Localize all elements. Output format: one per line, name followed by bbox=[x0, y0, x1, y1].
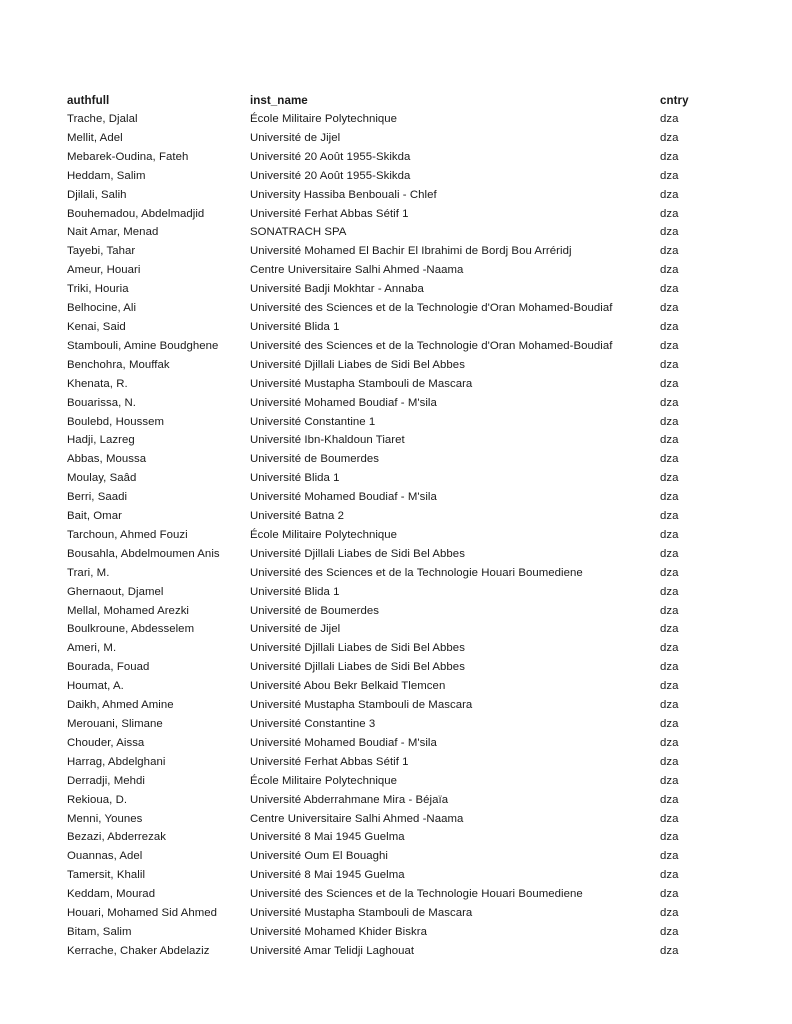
cell-cntry: dza bbox=[660, 680, 679, 693]
cell-authfull: Stambouli, Amine Boudghene bbox=[67, 339, 219, 352]
cell-inst-name: École Militaire Polytechnique bbox=[250, 774, 398, 787]
cell-cntry: dza bbox=[660, 339, 679, 352]
cell-authfull: Boulebd, Houssem bbox=[67, 415, 165, 428]
cell-authfull: Daikh, Ahmed Amine bbox=[67, 699, 174, 712]
table-row bbox=[67, 186, 710, 205]
cell-cntry: dza bbox=[660, 415, 679, 428]
cell-inst-name: Université 20 Août 1955-Skikda bbox=[250, 169, 411, 182]
table-row bbox=[67, 507, 710, 526]
cell-inst-name: Université Mustapha Stambouli de Mascara bbox=[250, 699, 473, 712]
cell-inst-name: Université Constantine 1 bbox=[250, 415, 376, 428]
cell-inst-name: Université Mohamed El Bachir El Ibrahimi de Bordj Bou Arréridj bbox=[250, 245, 572, 258]
cell-authfull: Mebarek-Oudina, Fateh bbox=[67, 150, 189, 163]
cell-authfull: Bait, Omar bbox=[67, 510, 122, 523]
cell-inst-name: Centre Universitaire Salhi Ahmed -Naama bbox=[250, 812, 464, 825]
cell-cntry: dza bbox=[660, 831, 679, 844]
table-row bbox=[67, 904, 710, 923]
cell-cntry: dza bbox=[660, 245, 679, 258]
cell-inst-name: Université Mohamed Khider Biskra bbox=[250, 925, 427, 938]
cell-authfull: Triki, Houria bbox=[67, 283, 129, 296]
cell-authfull: Ghernaout, Djamel bbox=[67, 585, 164, 598]
table-row bbox=[67, 828, 710, 847]
author-institution-table bbox=[67, 92, 710, 961]
cell-authfull: Trari, M. bbox=[67, 566, 110, 579]
cell-cntry: dza bbox=[660, 472, 679, 485]
table-row bbox=[67, 526, 710, 545]
table-row bbox=[67, 129, 710, 148]
cell-authfull: Kenai, Said bbox=[67, 320, 126, 333]
table-row bbox=[67, 488, 710, 507]
cell-cntry: dza bbox=[660, 944, 679, 957]
table-row bbox=[67, 375, 710, 394]
cell-cntry: dza bbox=[660, 661, 679, 674]
cell-cntry: dza bbox=[660, 585, 679, 598]
table-header-row bbox=[67, 92, 710, 110]
table-row bbox=[67, 261, 710, 280]
table-row bbox=[67, 677, 710, 696]
header-cntry: cntry bbox=[660, 94, 689, 107]
cell-cntry: dza bbox=[660, 736, 679, 749]
cell-cntry: dza bbox=[660, 793, 679, 806]
cell-cntry: dza bbox=[660, 283, 679, 296]
cell-inst-name: École Militaire Polytechnique bbox=[250, 113, 398, 125]
cell-authfull: Belhocine, Ali bbox=[67, 302, 137, 315]
cell-inst-name: Université Djillali Liabes de Sidi Bel Abbes bbox=[250, 547, 465, 560]
cell-cntry: dza bbox=[660, 642, 679, 655]
cell-inst-name: Université Djillali Liabes de Sidi Bel Abbes bbox=[250, 358, 465, 371]
cell-cntry: dza bbox=[660, 131, 679, 144]
table-row bbox=[67, 337, 710, 356]
table-row bbox=[67, 148, 710, 167]
cell-cntry: dza bbox=[660, 566, 679, 579]
table-row bbox=[67, 620, 710, 639]
cell-authfull: Bitam, Salim bbox=[67, 925, 132, 938]
cell-authfull: Bousahla, Abdelmoumen Anis bbox=[67, 547, 220, 560]
cell-cntry: dza bbox=[660, 358, 679, 371]
table-row bbox=[67, 564, 710, 583]
cell-authfull: Mellal, Mohamed Arezki bbox=[67, 604, 190, 617]
table-row bbox=[67, 658, 710, 677]
cell-cntry: dza bbox=[660, 718, 679, 730]
cell-inst-name: Université 20 Août 1955-Skikda bbox=[250, 150, 411, 163]
cell-cntry: dza bbox=[660, 207, 679, 220]
cell-inst-name: Université de Jijel bbox=[250, 131, 341, 144]
cell-cntry: dza bbox=[660, 869, 679, 882]
table-row bbox=[67, 847, 710, 866]
cell-authfull: Ouannas, Adel bbox=[67, 850, 143, 863]
table-row bbox=[67, 167, 710, 186]
cell-authfull: Berri, Saadi bbox=[67, 491, 128, 504]
cell-cntry: dza bbox=[660, 150, 679, 163]
table-row bbox=[67, 450, 710, 469]
table-row bbox=[67, 753, 710, 772]
cell-inst-name: University Hassiba Benbouali - Chlef bbox=[250, 188, 437, 201]
cell-authfull: Ameur, Houari bbox=[67, 264, 141, 277]
table-row bbox=[67, 866, 710, 885]
cell-authfull: Ameri, M. bbox=[67, 642, 117, 655]
table-row bbox=[67, 356, 710, 375]
table-row bbox=[67, 223, 710, 242]
cell-cntry: dza bbox=[660, 774, 679, 787]
cell-inst-name: Université Mohamed Boudiaf - M'sila bbox=[250, 736, 437, 749]
cell-inst-name: Université Mohamed Boudiaf - M'sila bbox=[250, 396, 437, 409]
cell-inst-name: SONATRACH SPA bbox=[250, 226, 347, 239]
cell-inst-name: Université Batna 2 bbox=[250, 510, 344, 523]
cell-authfull: Khenata, R. bbox=[67, 377, 128, 390]
cell-cntry: dza bbox=[660, 434, 679, 447]
cell-inst-name: Université Oum El Bouaghi bbox=[250, 850, 388, 863]
table-row bbox=[67, 413, 710, 432]
cell-authfull: Bouarissa, N. bbox=[67, 396, 137, 409]
cell-cntry: dza bbox=[660, 226, 679, 239]
cell-inst-name: Université des Sciences et de la Technologie d'Oran Mohamed-Boudiaf bbox=[250, 339, 613, 352]
cell-cntry: dza bbox=[660, 528, 679, 541]
cell-authfull: Nait Amar, Menad bbox=[67, 226, 159, 239]
cell-cntry: dza bbox=[660, 491, 679, 504]
table-row bbox=[67, 791, 710, 810]
cell-inst-name: Université de Boumerdes bbox=[250, 453, 380, 466]
cell-authfull: Derradji, Mehdi bbox=[67, 774, 145, 787]
table-row bbox=[67, 469, 710, 488]
cell-authfull: Bouhemadou, Abdelmadjid bbox=[67, 207, 205, 220]
table-row bbox=[67, 715, 710, 734]
cell-inst-name: Université Blida 1 bbox=[250, 320, 340, 333]
cell-authfull: Boulkroune, Abdesselem bbox=[67, 623, 195, 636]
cell-inst-name: Université de Boumerdes bbox=[250, 604, 380, 617]
cell-inst-name: Université Ferhat Abbas Sétif 1 bbox=[250, 755, 409, 768]
cell-cntry: dza bbox=[660, 888, 679, 901]
cell-cntry: dza bbox=[660, 850, 679, 863]
cell-cntry: dza bbox=[660, 302, 679, 315]
cell-inst-name: Université 8 Mai 1945 Guelma bbox=[250, 831, 405, 844]
cell-authfull: Heddam, Salim bbox=[67, 169, 146, 182]
cell-cntry: dza bbox=[660, 925, 679, 938]
cell-authfull: Keddam, Mourad bbox=[67, 888, 156, 901]
cell-authfull: Mellit, Adel bbox=[67, 131, 123, 144]
cell-inst-name: Université Amar Telidji Laghouat bbox=[250, 944, 415, 957]
table-row bbox=[67, 545, 710, 564]
cell-cntry: dza bbox=[660, 453, 679, 466]
cell-cntry: dza bbox=[660, 907, 679, 920]
cell-inst-name: Université Mustapha Stambouli de Mascara bbox=[250, 907, 473, 920]
cell-authfull: Menni, Younes bbox=[67, 812, 143, 825]
cell-cntry: dza bbox=[660, 510, 679, 523]
cell-inst-name: Université Djillali Liabes de Sidi Bel Abbes bbox=[250, 642, 465, 655]
cell-cntry: dza bbox=[660, 113, 679, 125]
cell-authfull: Houari, Mohamed Sid Ahmed bbox=[67, 907, 218, 920]
cell-cntry: dza bbox=[660, 699, 679, 712]
table-row bbox=[67, 110, 710, 129]
cell-cntry: dza bbox=[660, 396, 679, 409]
table-row bbox=[67, 242, 710, 261]
cell-cntry: dza bbox=[660, 188, 679, 201]
cell-authfull: Abbas, Moussa bbox=[67, 453, 147, 466]
cell-authfull: Bezazi, Abderrezak bbox=[67, 831, 167, 844]
table-row bbox=[67, 810, 710, 829]
table-row bbox=[67, 885, 710, 904]
table-row bbox=[67, 639, 710, 658]
cell-inst-name: Université des Sciences et de la Technologie Houari Boumediene bbox=[250, 566, 583, 579]
cell-inst-name: Centre Universitaire Salhi Ahmed -Naama bbox=[250, 264, 464, 277]
cell-authfull: Moulay, Saâd bbox=[67, 472, 137, 485]
table-row bbox=[67, 318, 710, 337]
cell-authfull: Rekioua, D. bbox=[67, 793, 128, 806]
cell-authfull: Bourada, Fouad bbox=[67, 661, 150, 674]
cell-inst-name: Université Badji Mokhtar - Annaba bbox=[250, 283, 424, 296]
cell-inst-name: Université Ferhat Abbas Sétif 1 bbox=[250, 207, 409, 220]
table-row bbox=[67, 431, 710, 450]
table-row bbox=[67, 280, 710, 299]
cell-inst-name: Université Blida 1 bbox=[250, 472, 340, 485]
cell-inst-name: Université des Sciences et de la Technologie d'Oran Mohamed-Boudiaf bbox=[250, 302, 613, 315]
cell-inst-name: Université des Sciences et de la Technologie Houari Boumediene bbox=[250, 888, 583, 901]
cell-inst-name: Université Abderrahmane Mira - Béjaïa bbox=[250, 793, 449, 806]
cell-inst-name: École Militaire Polytechnique bbox=[250, 528, 398, 541]
table-row bbox=[67, 205, 710, 224]
cell-authfull: Chouder, Aissa bbox=[67, 736, 145, 749]
table-row bbox=[67, 696, 710, 715]
cell-authfull: Trache, Djalal bbox=[67, 113, 138, 125]
table-row bbox=[67, 299, 710, 318]
cell-authfull: Tarchoun, Ahmed Fouzi bbox=[67, 528, 188, 541]
cell-cntry: dza bbox=[660, 377, 679, 390]
cell-inst-name: Université Constantine 3 bbox=[250, 718, 376, 730]
cell-inst-name: Université Blida 1 bbox=[250, 585, 340, 598]
table-row bbox=[67, 772, 710, 791]
cell-inst-name: Université Mohamed Boudiaf - M'sila bbox=[250, 491, 437, 504]
table-row bbox=[67, 602, 710, 621]
table-row bbox=[67, 583, 710, 602]
cell-cntry: dza bbox=[660, 547, 679, 560]
cell-inst-name: Université Djillali Liabes de Sidi Bel Abbes bbox=[250, 661, 465, 674]
cell-inst-name: Université Mustapha Stambouli de Mascara bbox=[250, 377, 473, 390]
table-row bbox=[67, 923, 710, 942]
cell-inst-name: Université Abou Bekr Belkaid Tlemcen bbox=[250, 680, 446, 693]
cell-authfull: Djilali, Salih bbox=[67, 188, 127, 201]
cell-cntry: dza bbox=[660, 755, 679, 768]
table-body bbox=[67, 110, 710, 961]
cell-cntry: dza bbox=[660, 320, 679, 333]
cell-cntry: dza bbox=[660, 264, 679, 277]
cell-inst-name: Université 8 Mai 1945 Guelma bbox=[250, 869, 405, 882]
table-row bbox=[67, 942, 710, 961]
cell-authfull: Merouani, Slimane bbox=[67, 718, 163, 730]
cell-authfull: Harrag, Abdelghani bbox=[67, 755, 166, 768]
cell-inst-name: Université Ibn-Khaldoun Tiaret bbox=[250, 434, 405, 447]
cell-authfull: Kerrache, Chaker Abdelaziz bbox=[67, 944, 210, 957]
header-authfull: authfull bbox=[67, 94, 110, 107]
cell-authfull: Houmat, A. bbox=[67, 680, 124, 693]
cell-authfull: Tamersit, Khalil bbox=[67, 869, 146, 882]
cell-inst-name: Université de Jijel bbox=[250, 623, 341, 636]
header-inst-name: inst_name bbox=[250, 94, 308, 107]
table-row bbox=[67, 394, 710, 413]
cell-cntry: dza bbox=[660, 812, 679, 825]
cell-cntry: dza bbox=[660, 623, 679, 636]
cell-authfull: Benchohra, Mouffak bbox=[67, 358, 170, 371]
cell-authfull: Tayebi, Tahar bbox=[67, 245, 136, 258]
cell-cntry: dza bbox=[660, 604, 679, 617]
table-row bbox=[67, 734, 710, 753]
cell-authfull: Hadji, Lazreg bbox=[67, 434, 135, 447]
cell-cntry: dza bbox=[660, 169, 679, 182]
